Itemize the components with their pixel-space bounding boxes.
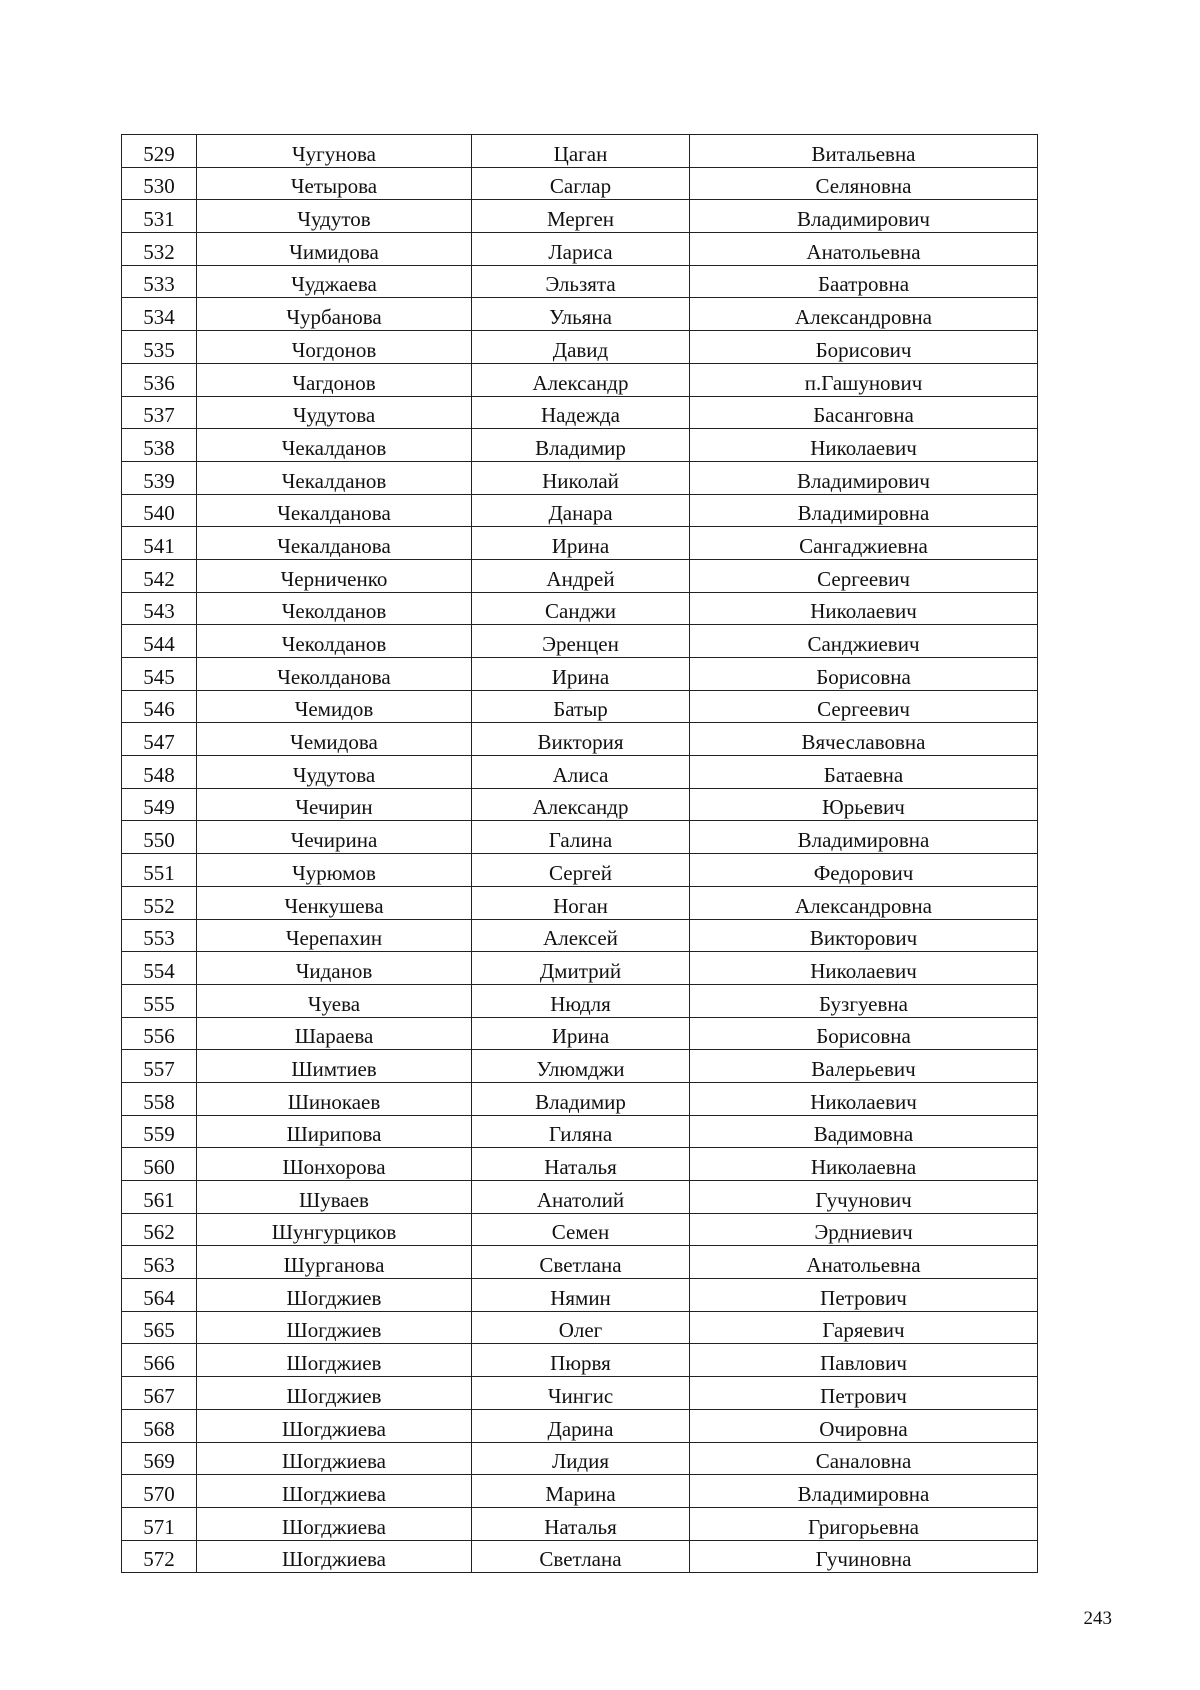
first-name-cell: Ноган xyxy=(472,886,690,919)
row-number-cell: 529 xyxy=(122,135,197,168)
surname-cell: Шогджиев xyxy=(197,1344,472,1377)
patronymic-cell: Гаряевич xyxy=(690,1311,1038,1344)
table-row xyxy=(122,821,1038,854)
row-number-cell: 569 xyxy=(122,1442,197,1475)
first-name-cell: Николай xyxy=(472,461,690,494)
surname-cell: Шараева xyxy=(197,1017,472,1050)
first-name-cell: Лидия xyxy=(472,1442,690,1475)
table-row xyxy=(122,1409,1038,1442)
table-row xyxy=(122,919,1038,952)
row-number-cell: 533 xyxy=(122,265,197,298)
patronymic-cell: Анатольевна xyxy=(690,233,1038,266)
surname-cell: Шогджиева xyxy=(197,1507,472,1540)
patronymic-cell: Анатольевна xyxy=(690,1246,1038,1279)
patronymic-cell: Витальевна xyxy=(690,135,1038,168)
first-name-cell: Владимир xyxy=(472,429,690,462)
row-number-cell: 564 xyxy=(122,1279,197,1312)
table-row xyxy=(122,461,1038,494)
first-name-cell: Галина xyxy=(472,821,690,854)
row-number-cell: 530 xyxy=(122,167,197,200)
table-row xyxy=(122,559,1038,592)
table-row xyxy=(122,690,1038,723)
table-row xyxy=(122,1311,1038,1344)
table-row xyxy=(122,1213,1038,1246)
table-row xyxy=(122,200,1038,233)
patronymic-cell: Санджиевич xyxy=(690,625,1038,658)
table-row xyxy=(122,658,1038,691)
row-number-cell: 551 xyxy=(122,854,197,887)
patronymic-cell: Батаевна xyxy=(690,756,1038,789)
patronymic-cell: Борисовна xyxy=(690,1017,1038,1050)
patronymic-cell: Вячеславовна xyxy=(690,723,1038,756)
first-name-cell: Нюдля xyxy=(472,984,690,1017)
table-row xyxy=(122,167,1038,200)
row-number-cell: 553 xyxy=(122,919,197,952)
row-number-cell: 544 xyxy=(122,625,197,658)
patronymic-cell: Федорович xyxy=(690,854,1038,887)
patronymic-cell: Николаевич xyxy=(690,592,1038,625)
surname-cell: Чуева xyxy=(197,984,472,1017)
first-name-cell: Семен xyxy=(472,1213,690,1246)
first-name-cell: Мерген xyxy=(472,200,690,233)
row-number-cell: 567 xyxy=(122,1377,197,1410)
patronymic-cell: Викторович xyxy=(690,919,1038,952)
table-row xyxy=(122,429,1038,462)
patronymic-cell: Николаевна xyxy=(690,1148,1038,1181)
patronymic-cell: Николаевич xyxy=(690,429,1038,462)
patronymic-cell: Очировна xyxy=(690,1409,1038,1442)
row-number-cell: 543 xyxy=(122,592,197,625)
first-name-cell: Чингис xyxy=(472,1377,690,1410)
surname-cell: Чуджаева xyxy=(197,265,472,298)
row-number-cell: 546 xyxy=(122,690,197,723)
table-row xyxy=(122,1279,1038,1312)
name-table xyxy=(121,134,1038,1573)
patronymic-cell: Гучиновна xyxy=(690,1540,1038,1573)
first-name-cell: Цаган xyxy=(472,135,690,168)
surname-cell: Чурюмов xyxy=(197,854,472,887)
row-number-cell: 552 xyxy=(122,886,197,919)
row-number-cell: 548 xyxy=(122,756,197,789)
surname-cell: Шурганова xyxy=(197,1246,472,1279)
table-row xyxy=(122,135,1038,168)
row-number-cell: 538 xyxy=(122,429,197,462)
table-row xyxy=(122,625,1038,658)
surname-cell: Шимтиев xyxy=(197,1050,472,1083)
first-name-cell: Улюмджи xyxy=(472,1050,690,1083)
patronymic-cell: Селяновна xyxy=(690,167,1038,200)
surname-cell: Чурбанова xyxy=(197,298,472,331)
page-number: 243 xyxy=(1083,1608,1112,1629)
row-number-cell: 566 xyxy=(122,1344,197,1377)
row-number-cell: 545 xyxy=(122,658,197,691)
first-name-cell: Александр xyxy=(472,788,690,821)
first-name-cell: Андрей xyxy=(472,559,690,592)
surname-cell: Шогджиев xyxy=(197,1311,472,1344)
first-name-cell: Нямин xyxy=(472,1279,690,1312)
patronymic-cell: Григорьевна xyxy=(690,1507,1038,1540)
patronymic-cell: Борисович xyxy=(690,331,1038,364)
patronymic-cell: Александровна xyxy=(690,298,1038,331)
surname-cell: Чиданов xyxy=(197,952,472,985)
surname-cell: Чимидова xyxy=(197,233,472,266)
row-number-cell: 559 xyxy=(122,1115,197,1148)
surname-cell: Чудутов xyxy=(197,200,472,233)
table-row xyxy=(122,1017,1038,1050)
first-name-cell: Батыр xyxy=(472,690,690,723)
surname-cell: Шонхорова xyxy=(197,1148,472,1181)
first-name-cell: Светлана xyxy=(472,1246,690,1279)
patronymic-cell: Павлович xyxy=(690,1344,1038,1377)
table-row xyxy=(122,331,1038,364)
table-row xyxy=(122,1050,1038,1083)
first-name-cell: Виктория xyxy=(472,723,690,756)
patronymic-cell: Саналовна xyxy=(690,1442,1038,1475)
patronymic-cell: Бузгуевна xyxy=(690,984,1038,1017)
row-number-cell: 534 xyxy=(122,298,197,331)
surname-cell: Шуваев xyxy=(197,1181,472,1214)
row-number-cell: 560 xyxy=(122,1148,197,1181)
surname-cell: Чечирин xyxy=(197,788,472,821)
patronymic-cell: Владимировна xyxy=(690,821,1038,854)
first-name-cell: Гиляна xyxy=(472,1115,690,1148)
first-name-cell: Владимир xyxy=(472,1082,690,1115)
table-row xyxy=(122,1148,1038,1181)
table-row xyxy=(122,788,1038,821)
row-number-cell: 558 xyxy=(122,1082,197,1115)
row-number-cell: 572 xyxy=(122,1540,197,1573)
patronymic-cell: Петрович xyxy=(690,1377,1038,1410)
surname-cell: Шунгурциков xyxy=(197,1213,472,1246)
patronymic-cell: Сергеевич xyxy=(690,559,1038,592)
row-number-cell: 562 xyxy=(122,1213,197,1246)
first-name-cell: Ирина xyxy=(472,1017,690,1050)
row-number-cell: 550 xyxy=(122,821,197,854)
row-number-cell: 535 xyxy=(122,331,197,364)
patronymic-cell: Валерьевич xyxy=(690,1050,1038,1083)
patronymic-cell: Сергеевич xyxy=(690,690,1038,723)
first-name-cell: Лариса xyxy=(472,233,690,266)
surname-cell: Чеколданов xyxy=(197,625,472,658)
surname-cell: Чеколданова xyxy=(197,658,472,691)
surname-cell: Чекалданов xyxy=(197,461,472,494)
first-name-cell: Ирина xyxy=(472,658,690,691)
table-row xyxy=(122,396,1038,429)
patronymic-cell: Николаевич xyxy=(690,952,1038,985)
surname-cell: Шогджиев xyxy=(197,1279,472,1312)
row-number-cell: 565 xyxy=(122,1311,197,1344)
patronymic-cell: Владимирович xyxy=(690,461,1038,494)
table-row xyxy=(122,592,1038,625)
surname-cell: Черепахин xyxy=(197,919,472,952)
row-number-cell: 540 xyxy=(122,494,197,527)
surname-cell: Шогджиева xyxy=(197,1409,472,1442)
surname-cell: Чекалданова xyxy=(197,527,472,560)
surname-cell: Ширипова xyxy=(197,1115,472,1148)
first-name-cell: Сергей xyxy=(472,854,690,887)
table-row xyxy=(122,854,1038,887)
row-number-cell: 556 xyxy=(122,1017,197,1050)
surname-cell: Чогдонов xyxy=(197,331,472,364)
row-number-cell: 549 xyxy=(122,788,197,821)
surname-cell: Чекалданова xyxy=(197,494,472,527)
table-row xyxy=(122,363,1038,396)
patronymic-cell: Юрьевич xyxy=(690,788,1038,821)
row-number-cell: 541 xyxy=(122,527,197,560)
patronymic-cell: Владимировна xyxy=(690,1475,1038,1508)
first-name-cell: Наталья xyxy=(472,1507,690,1540)
table-row xyxy=(122,723,1038,756)
first-name-cell: Пюрвя xyxy=(472,1344,690,1377)
table-row xyxy=(122,756,1038,789)
row-number-cell: 532 xyxy=(122,233,197,266)
table-row xyxy=(122,1442,1038,1475)
surname-cell: Чемидова xyxy=(197,723,472,756)
surname-cell: Шинокаев xyxy=(197,1082,472,1115)
row-number-cell: 547 xyxy=(122,723,197,756)
row-number-cell: 536 xyxy=(122,363,197,396)
table-row xyxy=(122,298,1038,331)
patronymic-cell: Вадимовна xyxy=(690,1115,1038,1148)
first-name-cell: Алексей xyxy=(472,919,690,952)
table-row xyxy=(122,1115,1038,1148)
first-name-cell: Давид xyxy=(472,331,690,364)
surname-cell: Чеколданов xyxy=(197,592,472,625)
patronymic-cell: Баатровна xyxy=(690,265,1038,298)
patronymic-cell: Борисовна xyxy=(690,658,1038,691)
patronymic-cell: Гучунович xyxy=(690,1181,1038,1214)
table-row xyxy=(122,952,1038,985)
first-name-cell: Анатолий xyxy=(472,1181,690,1214)
row-number-cell: 557 xyxy=(122,1050,197,1083)
row-number-cell: 555 xyxy=(122,984,197,1017)
surname-cell: Ченкушева xyxy=(197,886,472,919)
first-name-cell: Санджи xyxy=(472,592,690,625)
surname-cell: Шогджиев xyxy=(197,1377,472,1410)
first-name-cell: Надежда xyxy=(472,396,690,429)
patronymic-cell: п.Гашунович xyxy=(690,363,1038,396)
first-name-cell: Ульяна xyxy=(472,298,690,331)
patronymic-cell: Александровна xyxy=(690,886,1038,919)
row-number-cell: 542 xyxy=(122,559,197,592)
table-row xyxy=(122,1540,1038,1573)
name-table-body xyxy=(122,135,1038,1573)
surname-cell: Шогджиева xyxy=(197,1540,472,1573)
table-row xyxy=(122,265,1038,298)
surname-cell: Чугунова xyxy=(197,135,472,168)
row-number-cell: 568 xyxy=(122,1409,197,1442)
first-name-cell: Александр xyxy=(472,363,690,396)
patronymic-cell: Басанговна xyxy=(690,396,1038,429)
row-number-cell: 571 xyxy=(122,1507,197,1540)
patronymic-cell: Николаевич xyxy=(690,1082,1038,1115)
row-number-cell: 570 xyxy=(122,1475,197,1508)
first-name-cell: Эренцен xyxy=(472,625,690,658)
row-number-cell: 539 xyxy=(122,461,197,494)
patronymic-cell: Сангаджиевна xyxy=(690,527,1038,560)
patronymic-cell: Петрович xyxy=(690,1279,1038,1312)
first-name-cell: Дмитрий xyxy=(472,952,690,985)
row-number-cell: 554 xyxy=(122,952,197,985)
first-name-cell: Эльзята xyxy=(472,265,690,298)
surname-cell: Чудутова xyxy=(197,396,472,429)
table-row xyxy=(122,886,1038,919)
table-row xyxy=(122,1475,1038,1508)
row-number-cell: 563 xyxy=(122,1246,197,1279)
table-row xyxy=(122,1181,1038,1214)
first-name-cell: Светлана xyxy=(472,1540,690,1573)
row-number-cell: 537 xyxy=(122,396,197,429)
surname-cell: Чемидов xyxy=(197,690,472,723)
surname-cell: Четырова xyxy=(197,167,472,200)
table-row xyxy=(122,527,1038,560)
surname-cell: Черниченко xyxy=(197,559,472,592)
first-name-cell: Ирина xyxy=(472,527,690,560)
first-name-cell: Саглар xyxy=(472,167,690,200)
first-name-cell: Олег xyxy=(472,1311,690,1344)
surname-cell: Чудутова xyxy=(197,756,472,789)
table-row xyxy=(122,1507,1038,1540)
surname-cell: Чекалданов xyxy=(197,429,472,462)
table-row xyxy=(122,1377,1038,1410)
surname-cell: Чечирина xyxy=(197,821,472,854)
table-row xyxy=(122,984,1038,1017)
surname-cell: Шогджиева xyxy=(197,1475,472,1508)
patronymic-cell: Владимирович xyxy=(690,200,1038,233)
first-name-cell: Наталья xyxy=(472,1148,690,1181)
first-name-cell: Алиса xyxy=(472,756,690,789)
table-row xyxy=(122,1246,1038,1279)
patronymic-cell: Владимировна xyxy=(690,494,1038,527)
table-row xyxy=(122,233,1038,266)
surname-cell: Шогджиева xyxy=(197,1442,472,1475)
table-row xyxy=(122,1082,1038,1115)
patronymic-cell: Эрдниевич xyxy=(690,1213,1038,1246)
first-name-cell: Марина xyxy=(472,1475,690,1508)
first-name-cell: Дарина xyxy=(472,1409,690,1442)
table-row xyxy=(122,1344,1038,1377)
table-row xyxy=(122,494,1038,527)
row-number-cell: 531 xyxy=(122,200,197,233)
first-name-cell: Данара xyxy=(472,494,690,527)
surname-cell: Чагдонов xyxy=(197,363,472,396)
row-number-cell: 561 xyxy=(122,1181,197,1214)
